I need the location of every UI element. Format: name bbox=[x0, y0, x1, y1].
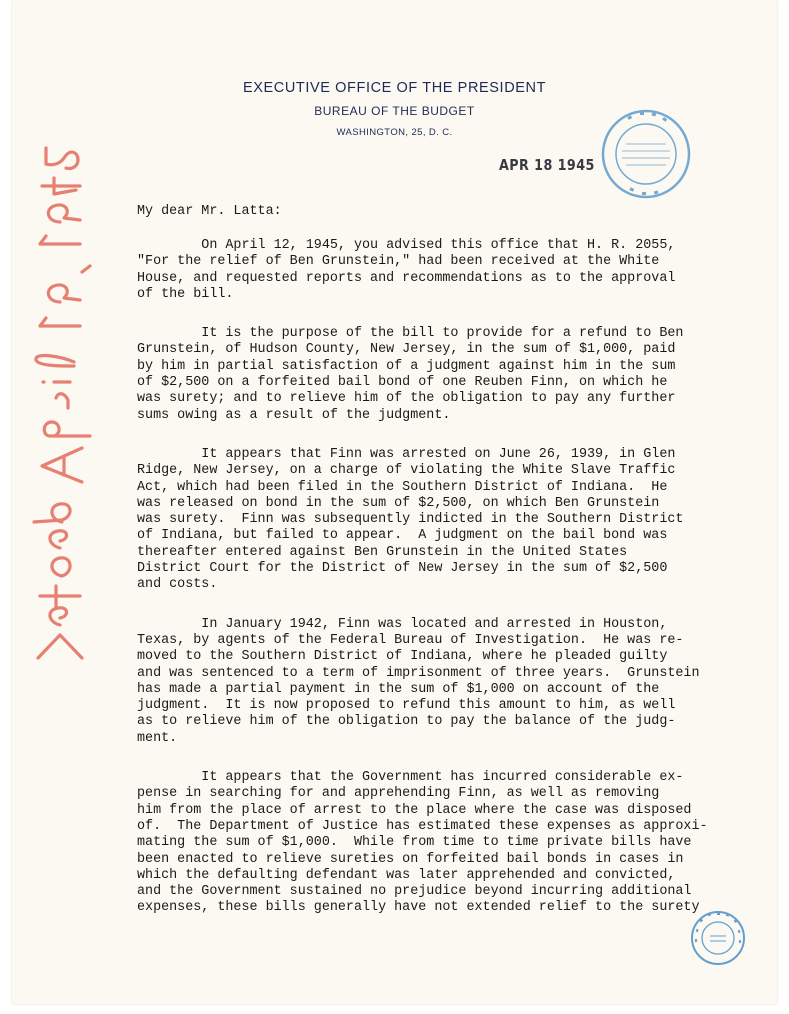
body-line: sums owing as a result of the judgment. bbox=[137, 407, 451, 423]
body-line: District Court for the District of New Jersey in the sum of $2,500 bbox=[137, 561, 668, 577]
body-line: ment. bbox=[137, 730, 178, 746]
body-line: was released on bond in the sum of $2,500, on which Ben Grunstein bbox=[137, 495, 660, 511]
body-line: mating the sum of $1,000. While from time to time private bills have bbox=[137, 835, 692, 851]
body-line: and costs. bbox=[137, 577, 218, 593]
body-line: moved to the Southern District of Indiana, where he pleaded guilty bbox=[137, 649, 668, 665]
body-line: expenses, these bills generally have not extended relief to the surety bbox=[137, 900, 700, 916]
body-line: of Indiana, but failed to appear. A judgment on the bail bond was bbox=[137, 528, 668, 544]
body-line: It appears that the Government has incurred considerable ex- bbox=[137, 770, 684, 786]
body-line: It is the purpose of the bill to provide for a refund to Ben bbox=[137, 326, 684, 342]
body-line: In January 1942, Finn was located and arrested in Houston, bbox=[137, 616, 668, 632]
body-line: pense in searching for and apprehending Finn, as well as removing bbox=[137, 786, 660, 802]
letterhead-bureau: BUREAU OF THE BUDGET bbox=[314, 104, 475, 118]
body-line: has made a partial payment in the sum of $1,000 on account of the bbox=[137, 681, 660, 697]
paragraph-1 bbox=[137, 238, 697, 303]
body-line: and was sentenced to a term of imprisonment of three years. Grunstein bbox=[137, 665, 700, 681]
paragraph-2 bbox=[137, 326, 697, 424]
body-line: which the defaulting defendant was later apprehended and convicted, bbox=[137, 867, 676, 883]
body-line: Grunstein, of Hudson County, New Jersey, in the sum of $1,000, paid bbox=[137, 342, 676, 358]
letterhead-title: EXECUTIVE OFFICE OF THE PRESIDENT bbox=[242, 80, 547, 96]
salutation: My dear Mr. Latta: bbox=[137, 204, 282, 219]
body-line: been enacted to relieve sureties on forfeited bail bonds in cases in bbox=[137, 851, 684, 867]
paragraph-3 bbox=[137, 447, 697, 594]
body-line: of. The Department of Justice has estimated these expenses as approxi- bbox=[137, 818, 708, 834]
body-line: as to relieve him of the obligation to pay the balance of the judg- bbox=[137, 714, 676, 730]
paragraph-5 bbox=[137, 770, 708, 917]
body-line: On April 12, 1945, you advised this office that H. R. 2055, bbox=[137, 238, 676, 253]
body-line: It appears that Finn was arrested on June 26, 1939, in Glen bbox=[137, 446, 676, 462]
body-line: thereafter entered against Ben Grunstein in the United States bbox=[137, 544, 628, 560]
body-line: him from the place of arrest to the place where the case was disposed bbox=[137, 802, 692, 818]
body-line: judgment. It is now proposed to refund this amount to him, as well bbox=[137, 698, 676, 714]
letterhead-location: WASHINGTON, 25, D. C. bbox=[336, 127, 453, 138]
archive-seal-bottom bbox=[690, 910, 746, 966]
body-line: "For the relief of Ben Grunstein," had been received at the White bbox=[137, 254, 660, 270]
body-line: Ridge, New Jersey, on a charge of violating the White Slave Traffic bbox=[137, 463, 676, 479]
body-line: Texas, by agents of the Federal Bureau of Investigation. He was re- bbox=[137, 632, 684, 648]
body-line: and the Government sustained no prejudice beyond incurring additional bbox=[137, 884, 692, 900]
body-line: of the bill. bbox=[137, 286, 234, 302]
body-line: was surety; and to relieve him of the obligation to pay any further bbox=[137, 391, 676, 407]
letter-body bbox=[137, 238, 708, 940]
body-line: by him in partial satisfaction of a judgment against him in the sum bbox=[137, 358, 676, 374]
handwritten-veto-note bbox=[20, 130, 100, 670]
body-line: House, and requested reports and recommendations as to the approval bbox=[137, 270, 676, 286]
paragraph-4 bbox=[137, 616, 700, 747]
archive-seal-top bbox=[600, 108, 692, 200]
body-line: was surety. Finn was subsequently indicted in the Southern District bbox=[137, 512, 684, 528]
received-date-stamp: APR 18 1945 bbox=[499, 156, 595, 174]
body-line: of $2,500 on a forfeited bail bond of one Reuben Finn, on which he bbox=[137, 375, 668, 391]
body-line: Act, which had been filed in the Southern District of Indiana. He bbox=[137, 479, 668, 495]
